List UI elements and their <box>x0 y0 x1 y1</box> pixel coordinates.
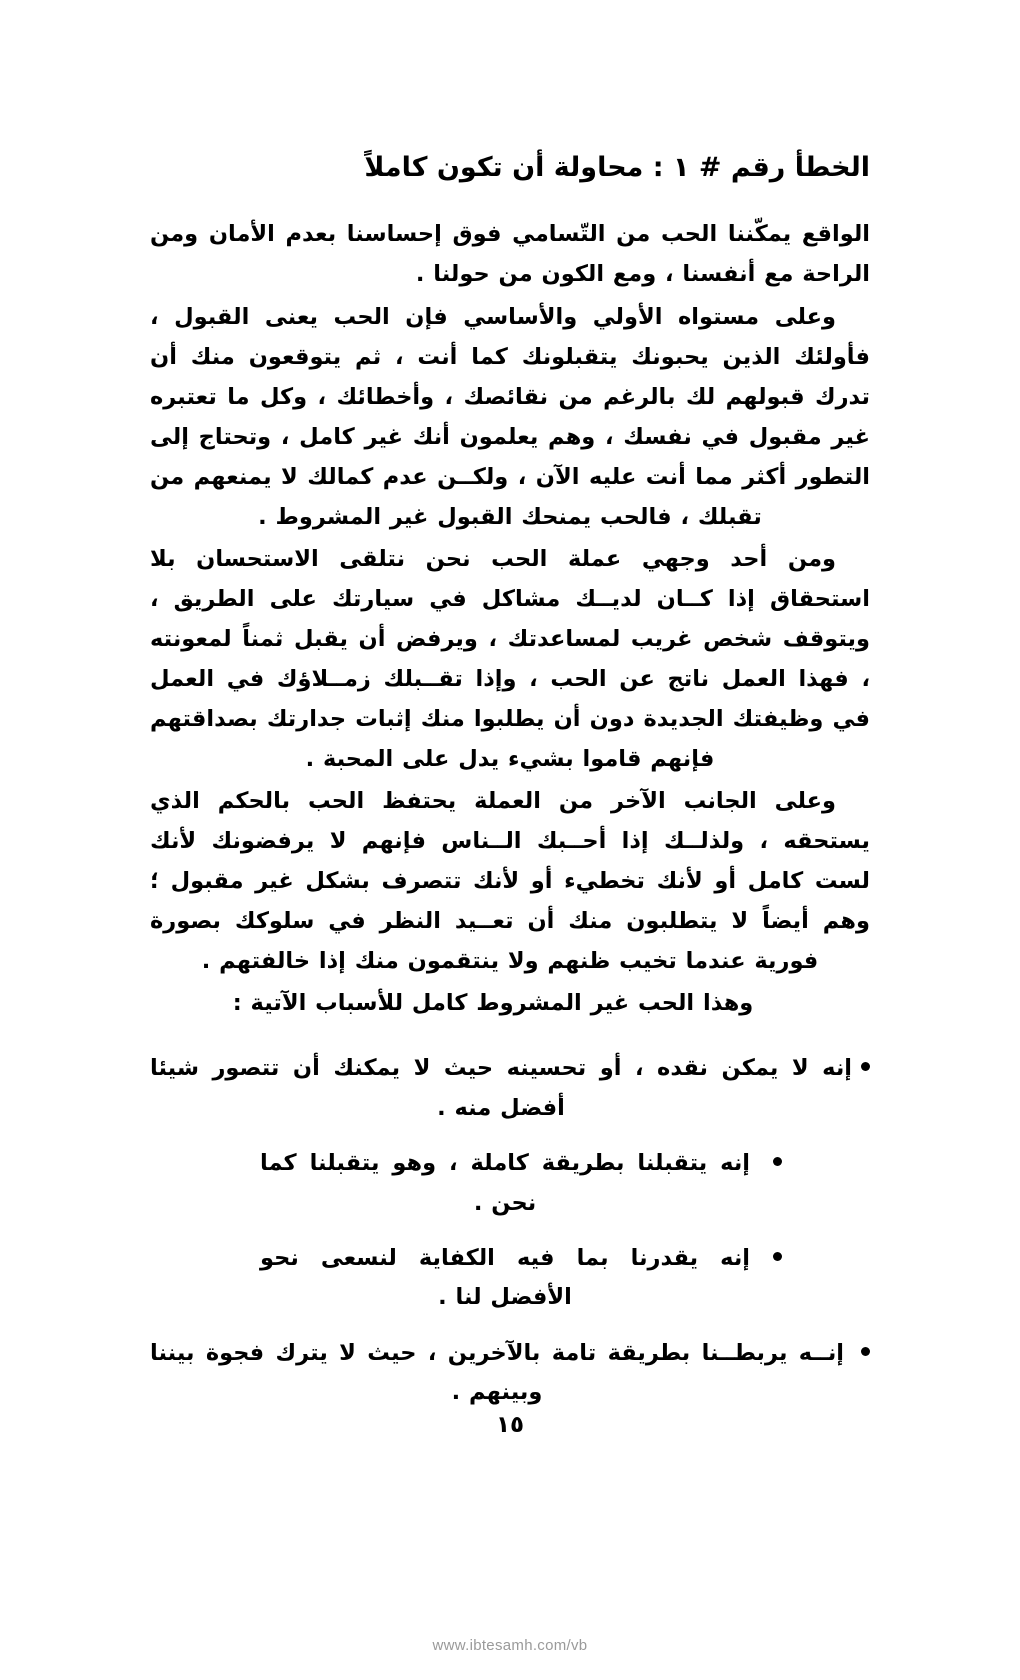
bullet-icon <box>773 1252 782 1261</box>
list-item <box>150 1239 870 1318</box>
paragraph-1: الواقع يمكّننا الحب من التّسامي فوق إحساسنا بعدم الأمان ومن الراحة مع أنفسنا ، ومع الكون من حولنا . <box>150 221 870 288</box>
page-number: ١٥ <box>495 1412 525 1438</box>
paragraph-4: وعلى الجانب الآخر من العملة يحتفظ الحب بالحكم الذي يستحقه ، ولذلــك إذا أحــبك الــناس فإنهم لا يرفضونك لأنك لست كامل أو لأنك تخطيء أو لأنك تتصرف بشكل غير مقبول ؛ وهم أيضاً لا يتطلبون منك أن تعــيد النظر في سلوكك بصورة فورية عندما تخيب ظنهم ولا ينتقمون منك إذا خالفتهم . <box>150 788 870 975</box>
bullet-icon <box>773 1157 782 1166</box>
bullet-icon <box>861 1062 870 1071</box>
reasons-list <box>150 1049 870 1412</box>
footer-watermark: www.ibtesamh.com/vb <box>432 1637 588 1654</box>
paragraph-3: ومن أحد وجهي عملة الحب نحن نتلقى الاستحسان بلا استحقاق إذا كــان لديــك مشاكل في سيارتك على الطريق ، ويتوقف شخص غريب لمساعدتك ، ويرفض أن يقبل ثمناً لمعونته ، فهذا العمل ناتج عن الحب ، وإذا تقــبلك زمــلاؤك في العمل في وظيفتك الجديدة دون أن يطلبوا منك إثبات جدارتك بصداقتهم فإنهم قاموا بشيء يدل على المحبة . <box>150 545 870 773</box>
bullet-icon <box>861 1347 870 1356</box>
list-item-text: إنه لا يمكن نقده ، أو تحسينه حيث لا يمكنك أن تتصور شيئا أفضل منه . <box>150 1055 852 1121</box>
paragraph-2: وعلى مستواه الأولي والأساسي فإن الحب يعنى القبول ، فأولئك الذين يحبونك يتقبلونك كما أنت ، ثم يتوقعون منك أن تدرك قبولهم لك بالرغم من نقائصك ، وأخطائك ، وكل ما تعتبره غير مقبول في نفسك ، وهم يعلمون أنك غير كامل ، وتحتاج إلى التطور أكثر مما أنت عليه الآن ، ولكــن عدم كمالك لا يمنعهم من تقبلك ، فالحب يمنحك القبول غير المشروط . <box>150 303 870 530</box>
page-title: الخطأ رقم # ١ : محاولة أن تكون كاملاً <box>364 152 870 183</box>
list-item <box>150 1049 870 1128</box>
list-item-text: إنــه يربطــنا بطريقة تامة بالآخرين ، حيث لا يترك فجوة بيننا وبينهم . <box>150 1339 844 1405</box>
list-item-text: إنه يتقبلنا بطريقة كاملة ، وهو يتقبلنا كما نحن . <box>260 1150 750 1216</box>
list-item <box>150 1144 870 1223</box>
list-item <box>150 1334 870 1413</box>
page-content <box>150 150 870 1428</box>
list-item-text: إنه يقدرنا بما فيه الكفاية لنسعى نحو الأفضل لنا . <box>260 1244 750 1311</box>
paragraph-5: وهذا الحب غير المشروط كامل للأسباب الآتية : <box>232 990 754 1017</box>
